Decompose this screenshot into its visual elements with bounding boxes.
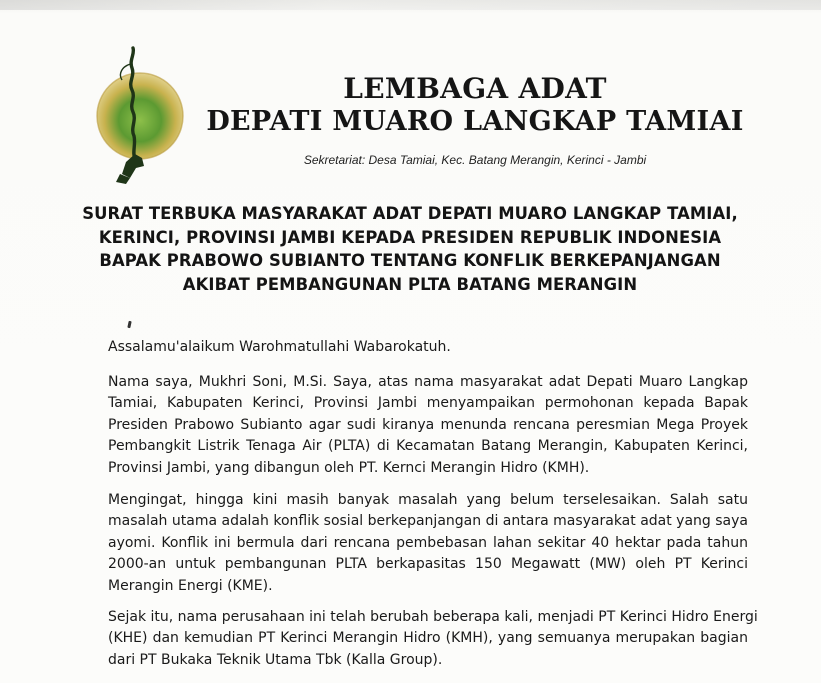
paragraph-background xyxy=(108,490,748,597)
paragraph-line: masalah utama adalah konflik sosial berkepanjangan di antara masyarakat adat yang saya xyxy=(108,513,748,530)
greeting: Assalamu'alaikum Warohmatullahi Wabarokatuh. xyxy=(108,339,451,355)
paragraph-line: Provinsi Jambi, yang dibangun oleh PT. Kernci Merangin Hidro (KMH). xyxy=(108,459,590,476)
organization-logo xyxy=(92,44,192,186)
secretariat-address: Sekretariat: Desa Tamiai, Kec. Batang Merangin, Kerinci - Jambi xyxy=(303,153,647,167)
pen-mark xyxy=(127,321,131,328)
keris-emblem-icon xyxy=(92,44,192,186)
paragraph-line: Merangin Energi (KME). xyxy=(108,577,273,594)
paragraph-line: Pembangkit Listrik Tenaga Air (PLTA) di Kecamatan Batang Merangin, Kabupaten Kerinci, xyxy=(108,438,748,455)
letter-title-line: BAPAK PRABOWO SUBIANTO TENTANG KONFLIK BERKEPANJANGAN xyxy=(99,251,721,270)
paragraph-line: 2000-an untuk pembangunan PLTA berkapasitas 150 Megawatt (MW) oleh PT Kerinci xyxy=(108,556,748,573)
paragraph-line: Sejak itu, nama perusahaan ini telah berubah beberapa kali, menjadi PT Kerinci Hidro Energi xyxy=(108,609,758,625)
paragraph-line: Nama saya, Mukhri Soni, M.Si. Saya, atas nama masyarakat adat Depati Muaro Langkap xyxy=(108,374,748,390)
organization-name: LEMBAGA ADAT xyxy=(343,72,607,105)
paragraph-line: Mengingat, hingga kini masih banyak masalah yang belum terselesaikan. Salah satu xyxy=(108,492,748,508)
organization-subname: DEPATI MUARO LANGKAP TAMIAI xyxy=(206,106,744,137)
letter-title-line: AKIBAT PEMBANGUNAN PLTA BATANG MERANGIN xyxy=(182,274,638,294)
paragraph-line: dari PT Bukaka Teknik Utama Tbk (Kalla Group). xyxy=(108,651,443,668)
paragraph-line: Presiden Prabowo Subianto agar sudi kiranya menunda rencana peresmian Mega Proyek xyxy=(108,416,748,433)
paragraph-line: (KHE) dan kemudian PT Kerinci Merangin Hidro (KMH), yang semuanya merupakan bagian xyxy=(108,630,748,647)
paragraph-line: Tamiai, Kabupaten Kerinci, Provinsi Jambi menyampaikan permohonan kepada Bapak xyxy=(108,395,748,412)
letter-title xyxy=(60,202,760,296)
letter-title-line: SURAT TERBUKA MASYARAKAT ADAT DEPATI MUARO LANGKAP TAMIAI, xyxy=(82,204,738,223)
paragraph-company-history xyxy=(108,607,758,671)
scan-edge-shadow xyxy=(0,0,821,10)
letter-title-line: KERINCI, PROVINSI JAMBI KEPADA PRESIDEN REPUBLIK INDONESIA xyxy=(98,227,722,247)
paragraph-line: ayomi. Konflik ini bermula dari rencana pembebasan lahan sekitar 40 hektar pada tahun xyxy=(108,534,748,551)
paragraph-introduction xyxy=(108,372,748,479)
